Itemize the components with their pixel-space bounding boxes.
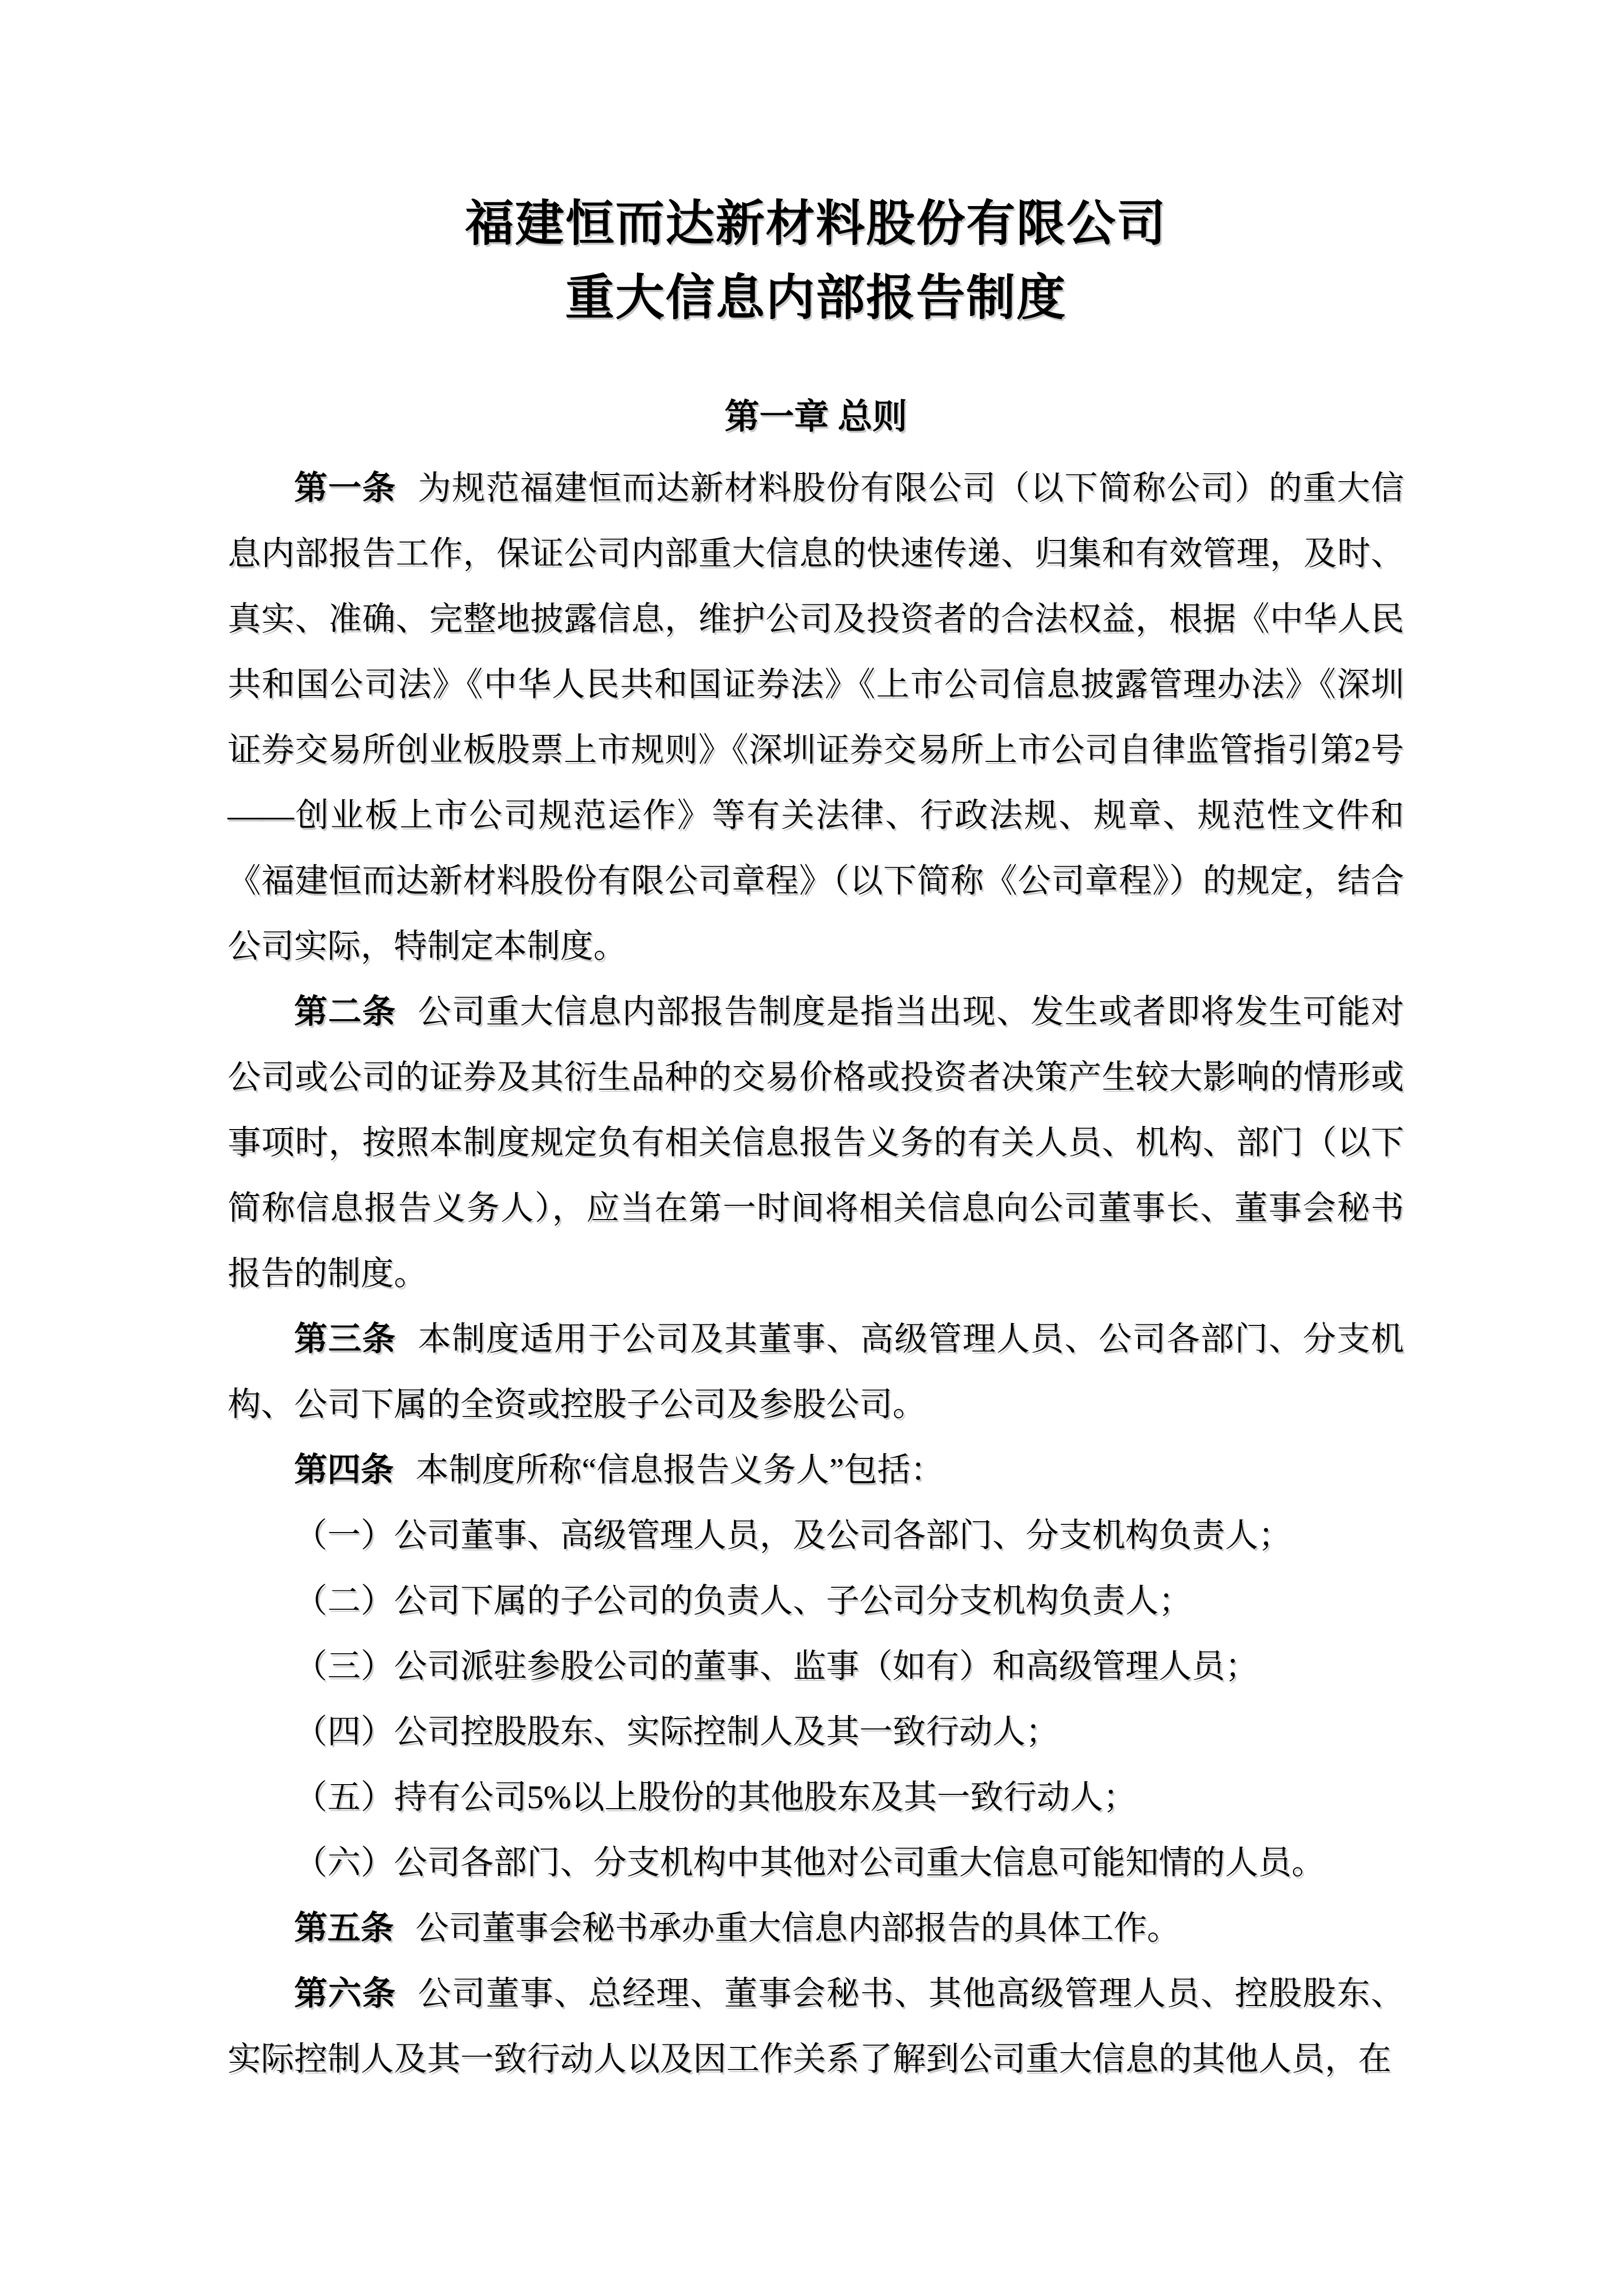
paragraph-text: （五）持有公司5%以上股份的其他股东及其一致行动人； — [294, 1779, 1137, 1816]
document-body — [228, 456, 1404, 2092]
article-paragraph — [228, 1437, 1404, 1503]
paragraph-text: 为规范福建恒而达新材料股份有限公司（以下简称公司）的重大信息内部报告工作，保证公司内部重大信息的快速传递、归集和有效管理，及时、真实、准确、完整地披露信息，维护公司及投资者的合法权益，根据《中华人民共和国公司法》《中华人民共和国证券法》《上市公司信息披露管理办法》《深圳证券交易所创业板股票上市规则》《深圳证券交易所上市公司自律监管指引第2号——创业板上市公司规范运作》等有关法律、行政法规、规章、规范性文件和《福建恒而达新材料股份有限公司章程》（以下简称《公司章程》）的规定，结合公司实际，特制定本制度。 — [228, 470, 1404, 965]
article-paragraph — [228, 456, 1404, 979]
chapter-heading: 第一章 总则 — [724, 397, 907, 436]
paragraph-text: 公司重大信息内部报告制度是指当出现、发生或者即将发生可能对公司或公司的证券及其衍生品种的交易价格或投资者决策产生较大影响的情形或事项时，按照本制度规定负有相关信息报告义务的有关人员、机构、部门（以下简称信息报告义务人），应当在第一时间将相关信息向公司董事长、董事会秘书报告的制度。 — [228, 994, 1404, 1292]
article-number: 第一条 — [294, 470, 396, 507]
paragraph-text: （三）公司派驻参股公司的董事、监事（如有）和高级管理人员； — [294, 1648, 1259, 1685]
article-number: 第六条 — [294, 1975, 396, 2012]
list-item-paragraph — [228, 1503, 1404, 1568]
article-number: 第五条 — [294, 1910, 394, 1947]
paragraph-text: 本制度适用于公司及其董事、高级管理人员、公司各部门、分支机构、公司下属的全资或控股子公司及参股公司。 — [228, 1321, 1404, 1423]
document-title-line2: 重大信息内部报告制度 — [565, 271, 1066, 325]
list-item-paragraph — [228, 1634, 1404, 1699]
document-title-line1: 福建恒而达新材料股份有限公司 — [465, 196, 1167, 251]
article-number: 第四条 — [294, 1452, 394, 1489]
article-paragraph — [228, 1896, 1404, 1961]
paragraph-text: （一）公司董事、高级管理人员，及公司各部门、分支机构负责人； — [294, 1517, 1292, 1554]
paragraph-text: 公司董事会秘书承办重大信息内部报告的具体工作。 — [415, 1910, 1181, 1947]
article-paragraph — [228, 1961, 1404, 2092]
list-item-paragraph — [228, 1568, 1404, 1634]
paragraph-text: 本制度所称“信息报告义务人”包括： — [415, 1452, 944, 1489]
list-item-paragraph — [228, 1699, 1404, 1765]
paragraph-text: 公司董事、总经理、董事会秘书、其他高级管理人员、控股股东、实际控制人及其一致行动人以及因工作关系了解到公司重大信息的其他人员，在 — [228, 1975, 1404, 2078]
article-number: 第三条 — [294, 1321, 396, 1358]
list-item-paragraph — [228, 1830, 1404, 1896]
article-paragraph — [228, 979, 1404, 1307]
article-number: 第二条 — [294, 994, 396, 1030]
article-paragraph — [228, 1307, 1404, 1437]
paragraph-text: （六）公司各部门、分支机构中其他对公司重大信息可能知情的人员。 — [294, 1844, 1325, 1881]
paragraph-text: （二）公司下属的子公司的负责人、子公司分支机构负责人； — [294, 1583, 1192, 1619]
list-item-paragraph — [228, 1765, 1404, 1830]
paragraph-text: （四）公司控股股东、实际控制人及其一致行动人； — [294, 1714, 1059, 1750]
